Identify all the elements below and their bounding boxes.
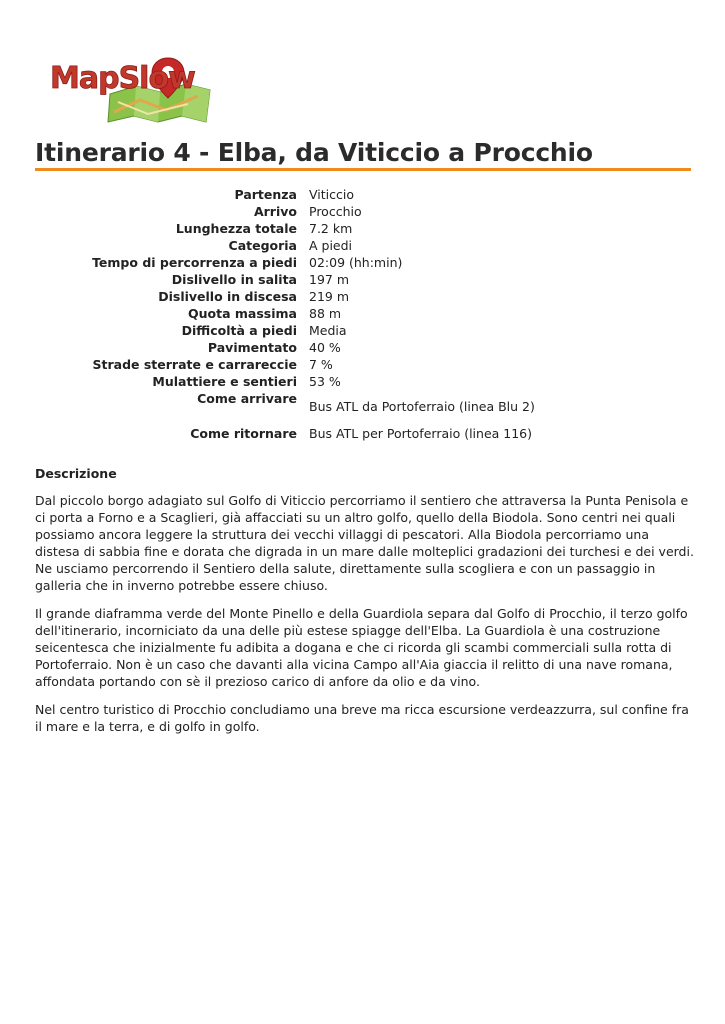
route-info-table bbox=[35, 186, 690, 442]
info-row-categoria bbox=[35, 237, 690, 254]
info-row-mulattiere bbox=[35, 373, 690, 390]
info-label: Partenza bbox=[234, 187, 297, 202]
info-value: 7 % bbox=[309, 357, 333, 372]
info-label: Mulattiere e sentieri bbox=[152, 374, 297, 389]
info-value: A piedi bbox=[309, 238, 353, 253]
description-paragraph: Dal piccolo borgo adagiato sul Golfo di Viticcio percorriamo il sentiero che attraversa la Punta Penisola e ci porta a Forno e a Scaglieri, già affacciati su un altro golfo, quello della Biodola. Sono centri nei quali possiamo ancora leggere la struttura dei vecchi villaggi di pescatori. Alla Biodola percorriamo una distesa di sabbia fine e dorata che digrada in un mare dalle molteplici gradazioni dei turchesi e dei verdi. Ne usciamo percorrendo il Sentiero della salute, direttamente sulla scogliera e con un passaggio in galleria che in inverno potrebbe essere chiuso. bbox=[35, 493, 694, 593]
info-row-quota bbox=[35, 305, 690, 322]
info-label: Difficoltà a piedi bbox=[181, 323, 297, 338]
info-value: Viticcio bbox=[309, 187, 354, 202]
info-row-dislivello-salita bbox=[35, 271, 690, 288]
info-label: Arrivo bbox=[253, 204, 297, 219]
title-divider bbox=[35, 168, 691, 171]
info-value: 53 % bbox=[309, 374, 341, 389]
info-row-strade-sterrate bbox=[35, 356, 690, 373]
info-label: Strade sterrate e carrareccie bbox=[92, 357, 297, 372]
info-label: Come ritornare bbox=[190, 426, 297, 441]
info-row-difficolta bbox=[35, 322, 690, 339]
info-row-come-ritornare bbox=[35, 417, 690, 442]
mapslow-logo bbox=[48, 52, 213, 124]
info-value: 88 m bbox=[309, 306, 342, 321]
info-row-lunghezza bbox=[35, 220, 690, 237]
info-row-come-arrivare bbox=[35, 390, 690, 415]
info-label: Categoria bbox=[228, 238, 297, 253]
info-label: Tempo di percorrenza a piedi bbox=[92, 255, 297, 270]
info-label: Come arrivare bbox=[197, 391, 297, 406]
info-row-tempo bbox=[35, 254, 690, 271]
mapslow-logo-graphic bbox=[48, 52, 213, 124]
info-value: 197 m bbox=[309, 272, 350, 287]
info-value: 02:09 (hh:min) bbox=[309, 255, 403, 270]
info-label: Pavimentato bbox=[207, 340, 297, 355]
info-value: 40 % bbox=[309, 340, 341, 355]
info-label: Lunghezza totale bbox=[175, 221, 297, 236]
description-heading: Descrizione bbox=[35, 466, 117, 481]
svg-text:MapSlow: MapSlow bbox=[50, 61, 195, 96]
page-title: Itinerario 4 - Elba, da Viticcio a Procchio bbox=[35, 138, 593, 167]
info-value: Media bbox=[309, 323, 347, 338]
info-value: 219 m bbox=[309, 289, 350, 304]
info-value: Bus ATL da Portoferraio (linea Blu 2) bbox=[309, 399, 535, 414]
info-value: Procchio bbox=[309, 204, 362, 219]
info-label: Dislivello in discesa bbox=[158, 289, 297, 304]
info-label: Quota massima bbox=[188, 306, 297, 321]
info-row-arrivo bbox=[35, 203, 690, 220]
info-value: Bus ATL per Portoferraio (linea 116) bbox=[309, 426, 533, 441]
description-body bbox=[35, 492, 695, 746]
description-paragraph: Nel centro turistico di Procchio concludiamo una breve ma ricca escursione verdeazzurra, sul confine fra il mare e la terra, e di golfo in golfo. bbox=[35, 702, 689, 734]
info-value: 7.2 km bbox=[309, 221, 353, 236]
info-row-dislivello-discesa bbox=[35, 288, 690, 305]
description-paragraph: Il grande diaframma verde del Monte Pinello e della Guardiola separa dal Golfo di Procchio, il terzo golfo dell'itinerario, incorniciato da una delle più estese spiagge dell'Elba. La Guardiola è una costruzione seicentesca che inizialmente fu adibita a dogana e che ci ricorda gli scambi commerciali sulla rotta di Portoferraio. Non è un caso che davanti alla vicina Campo all'Aia giaccia il relitto di una nave romana, affondata portando con sè il prezioso carico di anfore da olio e da vino. bbox=[35, 606, 688, 689]
info-label: Dislivello in salita bbox=[171, 272, 297, 287]
info-row-pavimentato bbox=[35, 339, 690, 356]
info-row-partenza bbox=[35, 186, 690, 203]
